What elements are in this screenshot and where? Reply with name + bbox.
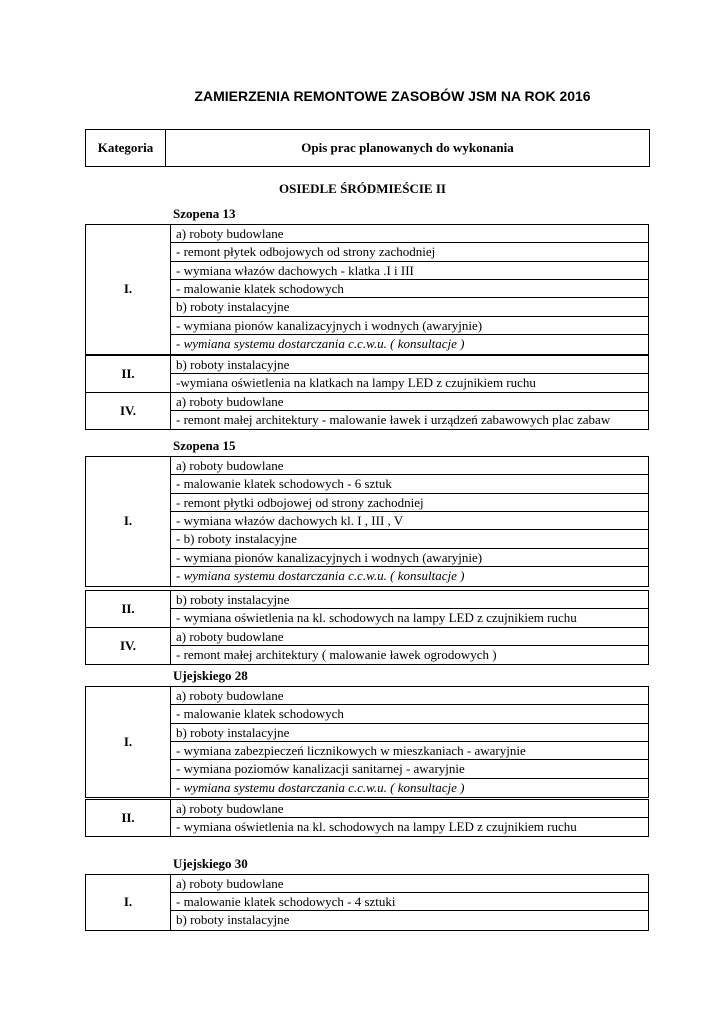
task-rows [171,875,648,930]
task-row: - wymiana systemu dostarczania c.c.w.u. ( konsultacje ) [176,568,465,584]
document-title: ZAMIERZENIA REMONTOWE ZASOBÓW JSM NA ROK 2016 [194,88,591,104]
header-category: Kategoria [86,130,166,166]
task-row: - wymiana oświetlenia na kl. schodowych na lampy LED z czujnikiem ruchu [176,610,577,626]
task-row: - b) roboty instalacyjne [171,530,648,548]
task-rows [171,356,648,392]
task-row: - malowanie klatek schodowych - 4 sztuki [171,893,648,911]
category-group [85,355,649,393]
building-name: Ujejskiego 28 [173,668,248,683]
task-row: a) roboty budowlane [171,800,648,818]
task-rows [171,457,648,586]
task-row: - wymiana włazów dachowych - klatka .I i III [171,262,648,280]
task-row: - wymiana oświetlenia na kl. schodowych na lampy LED z czujnikiem ruchu [176,819,577,835]
task-row: - wymiana systemu dostarczania c.c.w.u. ( konsultacje ) [176,779,465,795]
building-name: Szopena 15 [173,438,236,453]
task-row: - wymiana systemu dostarczania c.c.w.u. ( konsultacje ) [176,336,465,352]
task-row: - wymiana włazów dachowych kl. I , III , V [171,512,648,530]
task-row: - wymiana zabezpieczeń licznikowych w mieszkaniach - awaryjnie [171,742,648,760]
category-label: IV. [86,393,171,429]
task-row: - wymiana pionów kanalizacyjnych i wodnych (awaryjnie) [171,317,648,335]
category-label: I. [86,457,171,586]
category-label: I. [86,875,171,930]
task-row: - remont małej architektury ( malowanie ławek ogrodowych ) [176,647,497,663]
task-rows [171,800,648,836]
task-row: - malowanie klatek schodowych [171,280,648,298]
category-group [85,874,649,931]
section-title: OSIEDLE ŚRÓDMIEŚCIE II [279,181,446,196]
building-name: Szopena 13 [173,206,236,221]
task-row: a) roboty budowlane [171,393,648,411]
task-row: - malowanie klatek schodowych [171,705,648,723]
table-header [85,129,650,167]
task-rows [171,393,648,429]
category-group [85,590,649,628]
task-row: - remont małej architektury - malowanie ławek i urządzeń zabawowych plac zabaw [176,412,611,428]
task-row: - remont płytki odbojowej od strony zachodniej [171,494,648,512]
category-label: I. [86,687,171,797]
task-row: b) roboty instalacyjne [176,912,290,928]
header-description: Opis prac planowanych do wykonania [301,140,514,155]
task-row: b) roboty instalacyjne [171,356,648,374]
task-row: -wymiana oświetlenia na klatkach na lampy LED z czujnikiem ruchu [176,375,536,391]
task-row: a) roboty budowlane [171,225,648,243]
category-label: IV. [86,628,171,664]
task-rows [171,225,648,354]
task-row: a) roboty budowlane [171,457,648,475]
category-group [85,686,649,798]
category-label: II. [86,591,171,627]
task-row: - malowanie klatek schodowych - 6 sztuk [171,475,648,493]
task-row: a) roboty budowlane [171,628,648,646]
task-row: a) roboty budowlane [171,875,648,893]
category-group [85,456,649,587]
category-group [85,627,649,665]
category-label: II. [86,800,171,836]
category-group [85,224,649,355]
task-rows [171,687,648,797]
category-group [85,799,649,837]
task-row: - wymiana pionów kanalizacyjnych i wodnych (awaryjnie) [171,549,648,567]
task-row: b) roboty instalacyjne [171,298,648,316]
category-label: I. [86,225,171,354]
task-rows [171,628,648,664]
task-rows [171,591,648,627]
task-row: a) roboty budowlane [171,687,648,705]
task-row: - wymiana poziomów kanalizacji sanitarnej - awaryjnie [171,760,648,778]
building-name: Ujejskiego 30 [173,856,248,871]
task-row: - remont płytek odbojowych od strony zachodniej [171,243,648,261]
category-label: II. [86,356,171,392]
category-group [85,392,649,430]
task-row: b) roboty instalacyjne [171,591,648,609]
task-row: b) roboty instalacyjne [171,724,648,742]
